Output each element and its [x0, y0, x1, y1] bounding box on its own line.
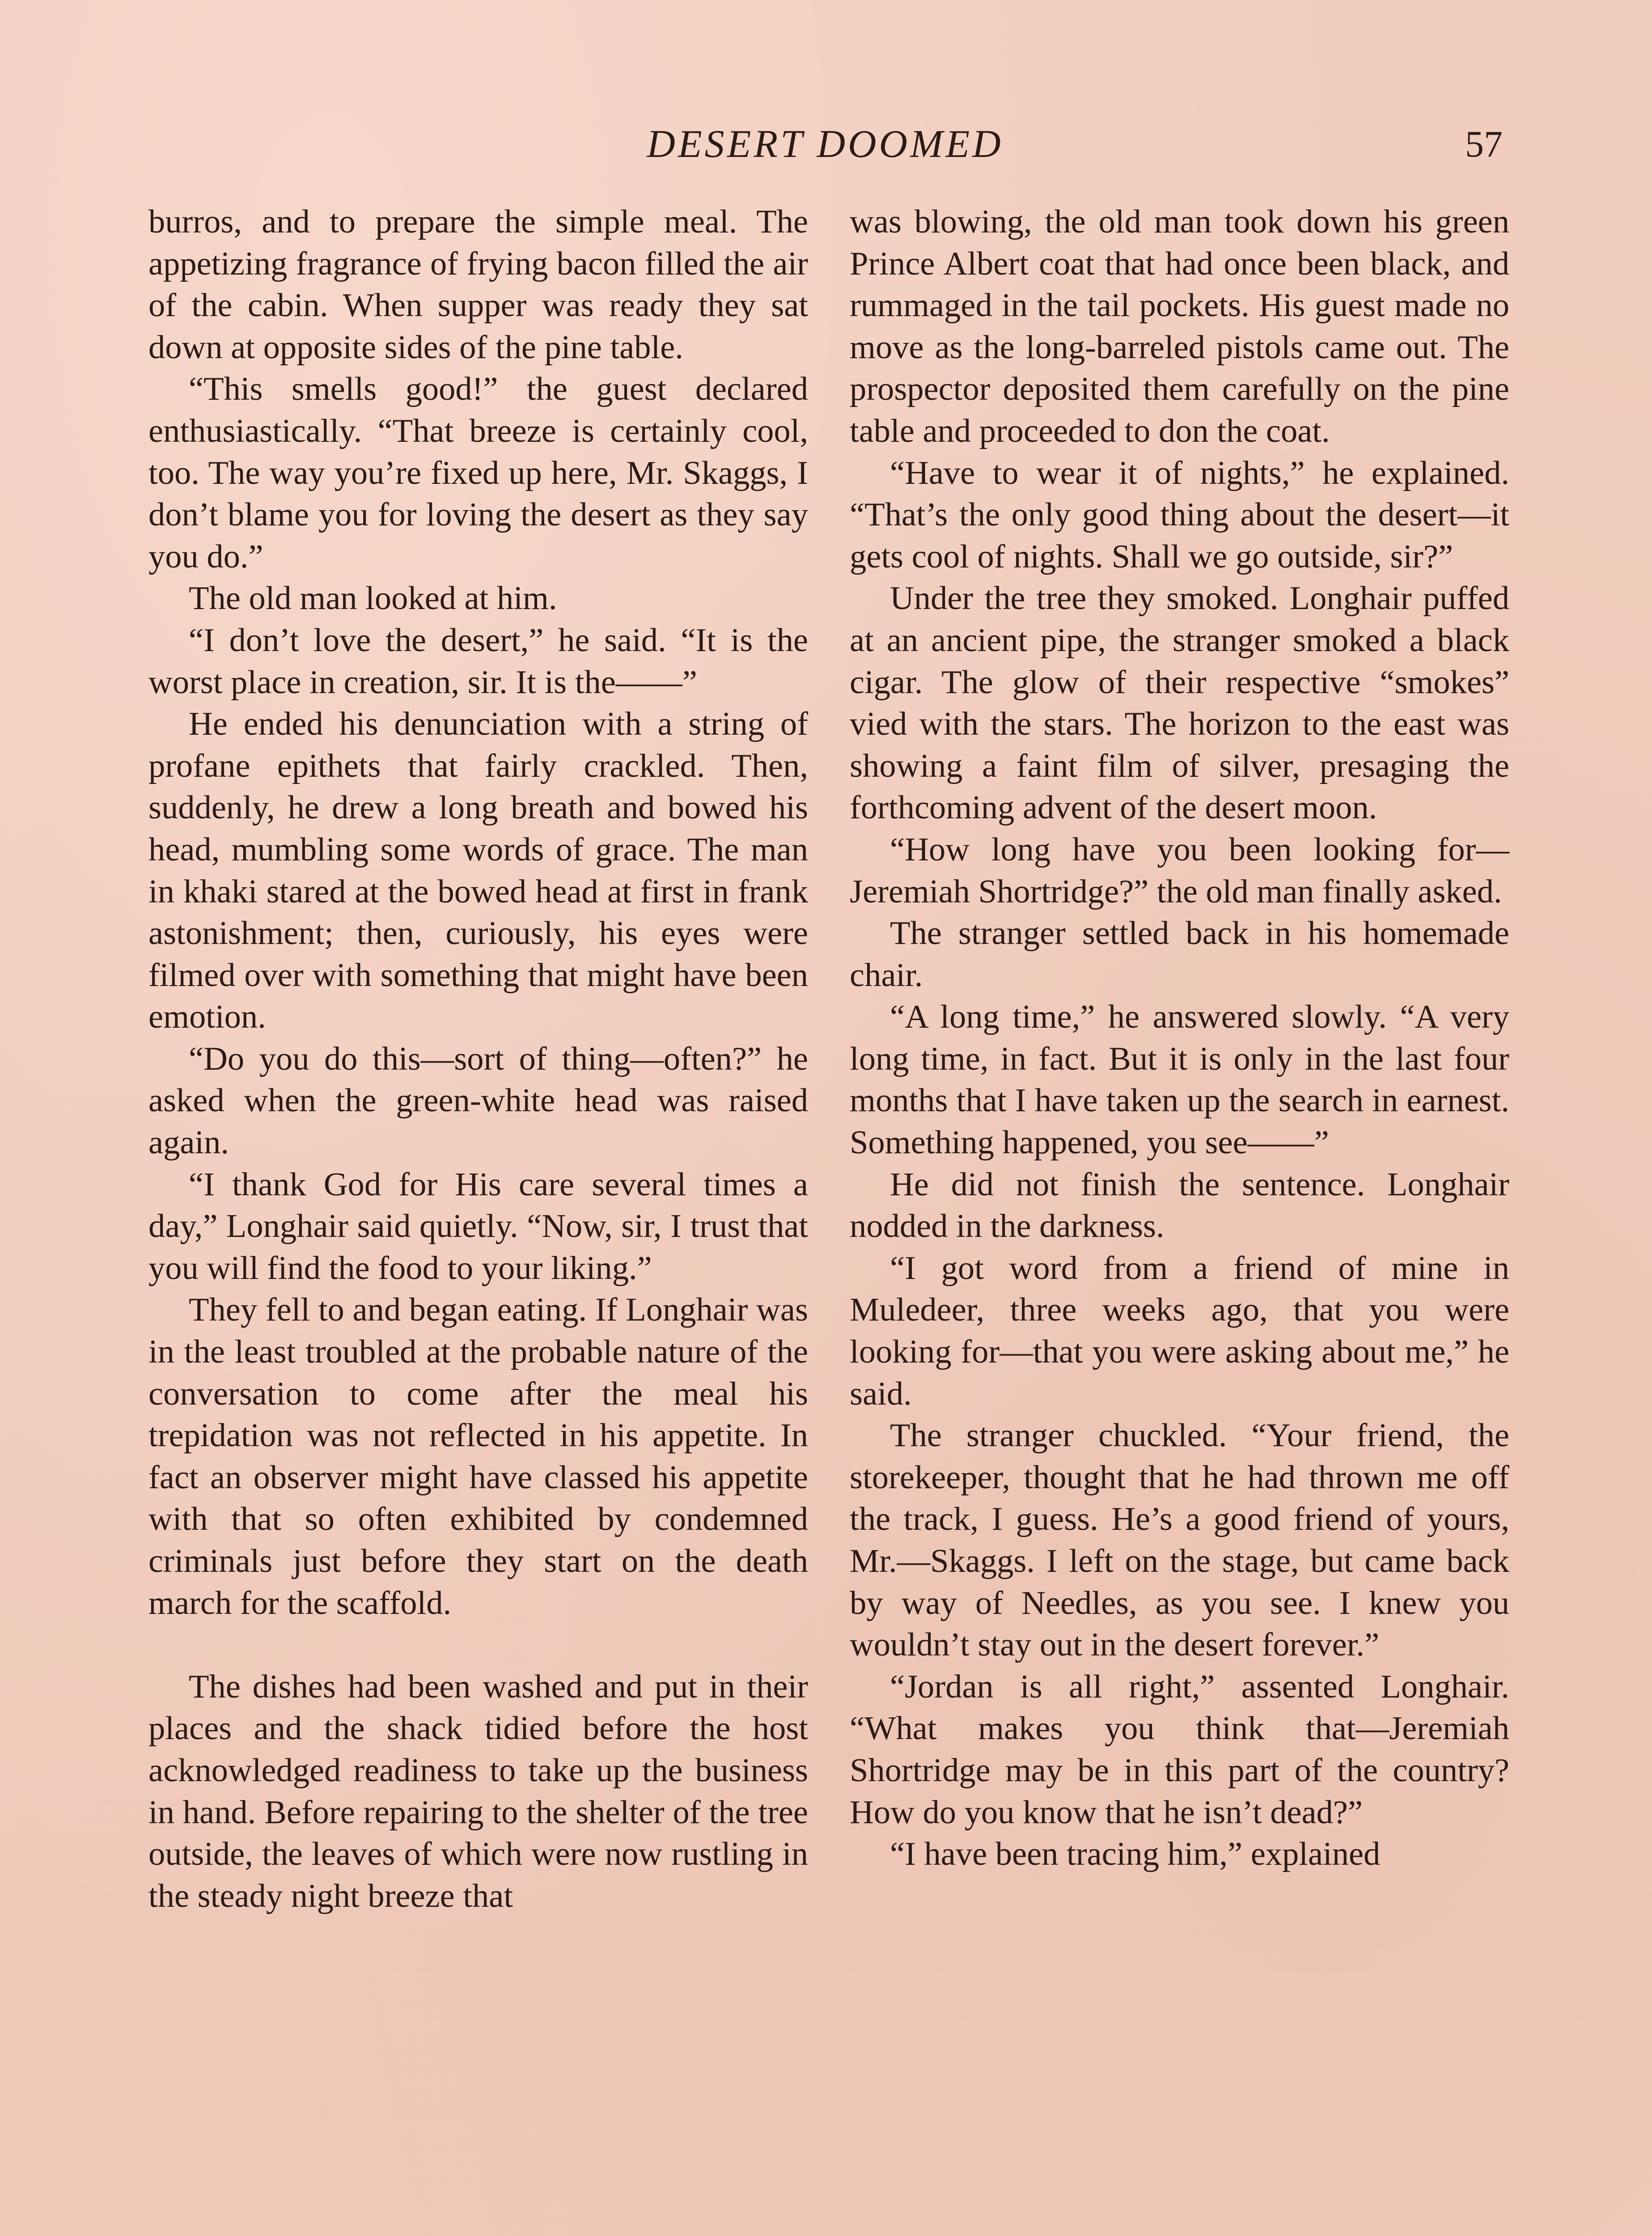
paragraph: “I thank God for His care several times a day,” Longhair said quietly. “Now, sir, I trust that you will find the food to your liking.”	[148, 1166, 808, 1287]
paragraph: The dishes had been washed and put in their places and the shack tidied before the host acknowledged readiness to take up the business in hand. Before repairing to the shelter of the tree outside, the leaves of which were now rustling in the steady night breeze that	[148, 1668, 808, 1914]
paragraph: “Do you do this—sort of thing—often?” he asked when the green-white head was raised again.	[148, 1040, 808, 1161]
paragraph: The stranger settled back in his homemade chair.	[850, 915, 1509, 994]
right-column	[850, 201, 1509, 1876]
page-header	[148, 120, 1503, 169]
paragraph: He ended his denunciation with a string of profane epithets that fairly crackled. Then, suddenly, he drew a long breath and bowed his head, mumbling some words of grace. The man in khaki stared at the bowed head at first in frank astonishment; then, curiously, his eyes were filmed over with something that might have been emotion.	[148, 706, 808, 1036]
paragraph: He did not finish the sentence. Longhair nodded in the darkness.	[850, 1166, 1509, 1245]
page-number: 57	[1465, 123, 1503, 165]
paragraph: “How long have you been looking for—Jeremiah Shortridge?” the old man finally asked.	[850, 831, 1509, 910]
paragraph: “Have to wear it of nights,” he explained. “That’s the only good thing about the desert—it gets cool of nights. Shall we go outside, sir?”	[850, 454, 1509, 575]
paragraph: “This smells good!” the guest declared enthusiastically. “That breeze is certainly cool, too. The way you’re fixed up here, Mr. Skaggs, I don’t blame you for loving the desert as they say you do.”	[148, 371, 808, 575]
paragraph: The stranger chuckled. “Your friend, the storekeeper, thought that he had thrown me off the track, I guess. He’s a good friend of yours, Mr.—Skaggs. I left on the stage, but came back by way of Needles, as you see. I knew you wouldn’t stay out in the desert forever.”	[850, 1417, 1509, 1664]
running-title: DESERT DOOMED	[647, 123, 1004, 166]
paragraph: “Jordan is all right,” assented Longhair. “What makes you think that—Jeremiah Shortridge may be in this part of the country? How do you know that he isn’t dead?”	[850, 1668, 1509, 1831]
paragraph: They fell to and began eating. If Longhair was in the least troubled at the probable nature of the conversation to come after the meal his trepidation was not reflected in his appetite. In fact an observer might have classed his appetite with that so often exhibited by condemned criminals just before they start on the death march for the scaffold.	[148, 1292, 808, 1622]
paragraph: Under the tree they smoked. Longhair puffed at an ancient pipe, the stranger smoked a black cigar. The glow of their respective “smokes” vied with the stars. The horizon to the east was showing a faint film of silver, presaging the forthcoming advent of the desert moon.	[850, 580, 1509, 826]
left-column	[148, 201, 808, 1917]
paragraph: burros, and to prepare the simple meal. The appetizing fragrance of frying bacon filled the air of the cabin. When supper was ready they sat down at opposite sides of the pine table.	[148, 203, 808, 366]
paragraph: “I don’t love the desert,” he said. “It is the worst place in creation, sir. It is the——”	[148, 622, 808, 701]
paragraph: “A long time,” he answered slowly. “A very long time, in fact. But it is only in the last four months that I have taken up the search in earnest. Something happened, you see——”	[850, 999, 1509, 1161]
paragraph: The old man looked at him.	[189, 580, 557, 617]
paragraph: “I got word from a friend of mine in Muledeer, three weeks ago, that you were looking for—that you were asking about me,” he said.	[850, 1249, 1509, 1412]
paragraph: was blowing, the old man took down his green Prince Albert coat that had once been black, and rummaged in the tail pockets. His guest made no move as the long-barreled pistols came out. The prospector deposited them carefully on the pine table and proceeded to don the coat.	[850, 203, 1509, 449]
paragraph: “I have been tracing him,” explained	[890, 1836, 1381, 1873]
